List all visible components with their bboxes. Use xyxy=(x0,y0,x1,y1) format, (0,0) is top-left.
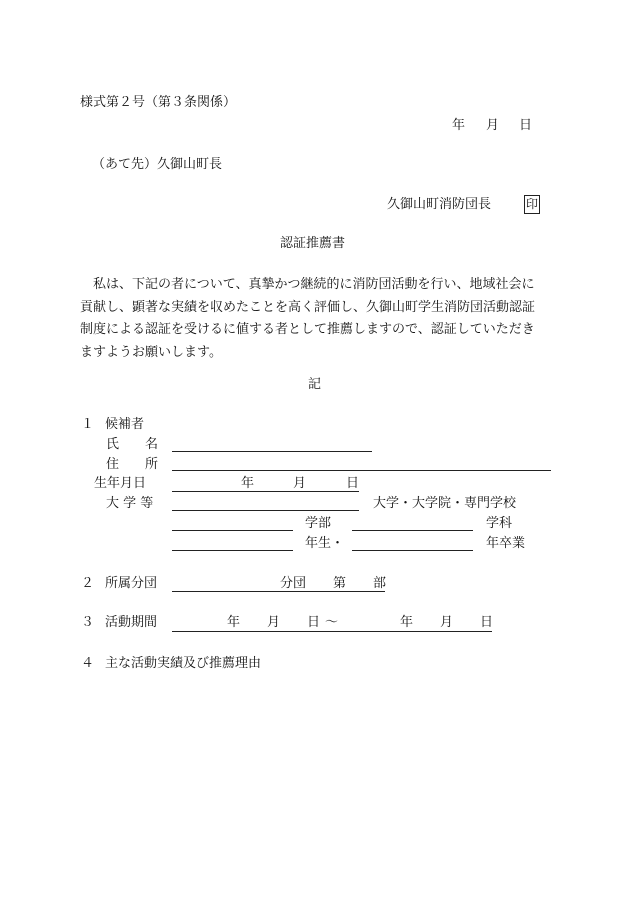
to-month: 月 xyxy=(440,615,454,630)
faculty-field-line[interactable] xyxy=(172,530,293,531)
graduation-label: 年卒業 xyxy=(486,536,526,551)
addressee: （あて先）久御山町長 xyxy=(92,157,223,172)
body-line: 貢献し、顕著な実績を収めたことを高く評価し、久御山町学生消防団活動認証 xyxy=(80,299,536,315)
date-year: 年 xyxy=(452,118,466,133)
ki-label: 記 xyxy=(308,377,322,392)
section-heading: 活動期間 xyxy=(105,615,158,630)
dob-field-line[interactable] xyxy=(172,491,359,492)
from-year: 年 xyxy=(227,615,241,630)
bunden-label: 分団 xyxy=(280,576,307,591)
body-paragraph xyxy=(80,274,560,364)
section-number: ４ xyxy=(81,656,95,671)
name-label: 氏 名 xyxy=(106,437,159,452)
university-label: 大 学 等 xyxy=(106,496,154,511)
body-line: ますようお願いします。 xyxy=(80,344,222,360)
grade-label: 年生・ xyxy=(305,536,345,551)
grade-field-line[interactable] xyxy=(172,550,293,551)
date-day: 日 xyxy=(519,118,533,133)
section-number: ２ xyxy=(81,576,95,591)
document-title: 認証推薦書 xyxy=(280,236,346,251)
dob-year: 年 xyxy=(241,476,255,491)
period-field-line[interactable] xyxy=(172,631,492,632)
section-heading: 所属分団 xyxy=(105,576,158,591)
to-year: 年 xyxy=(400,615,414,630)
date-month: 月 xyxy=(486,118,500,133)
body-line: 私は、下記の者について、真摯かつ継続的に消防団活動を行い、地域社会に xyxy=(80,277,535,292)
department-label: 学科 xyxy=(486,516,513,531)
section-heading: 候補者 xyxy=(105,417,145,432)
section-heading: 主な活動実績及び推薦理由 xyxy=(105,656,262,671)
dob-label: 生年月日 xyxy=(94,476,147,491)
dob-month: 月 xyxy=(293,476,307,491)
school-types: 大学・大学院・専門学校 xyxy=(373,496,517,511)
section-number: １ xyxy=(81,417,95,432)
faculty-label: 学部 xyxy=(305,516,332,531)
name-field-line[interactable] xyxy=(172,451,372,452)
form-number: 様式第２号（第３条関係） xyxy=(80,95,237,110)
department-field-line[interactable] xyxy=(352,530,473,531)
bu-label: 部 xyxy=(373,576,387,591)
dob-day: 日 xyxy=(346,476,360,491)
dai-label: 第 xyxy=(333,576,347,591)
body-line: 制度による認証を受けるに値する者として推薦しますので、認証していただき xyxy=(80,322,535,338)
sender: 久御山町消防団長 xyxy=(387,197,492,212)
seal-box: 印 xyxy=(524,195,540,214)
section-number: ３ xyxy=(81,615,95,630)
branch-field-line[interactable] xyxy=(172,591,385,592)
to-day: 日 xyxy=(480,615,494,630)
address-field-line[interactable] xyxy=(172,470,551,471)
period-tilde: ～ xyxy=(325,615,339,630)
from-day: 日 xyxy=(307,615,321,630)
from-month: 月 xyxy=(267,615,281,630)
graduation-field-line[interactable] xyxy=(352,550,473,551)
address-label: 住 所 xyxy=(106,457,159,472)
university-field-line[interactable] xyxy=(172,510,359,511)
